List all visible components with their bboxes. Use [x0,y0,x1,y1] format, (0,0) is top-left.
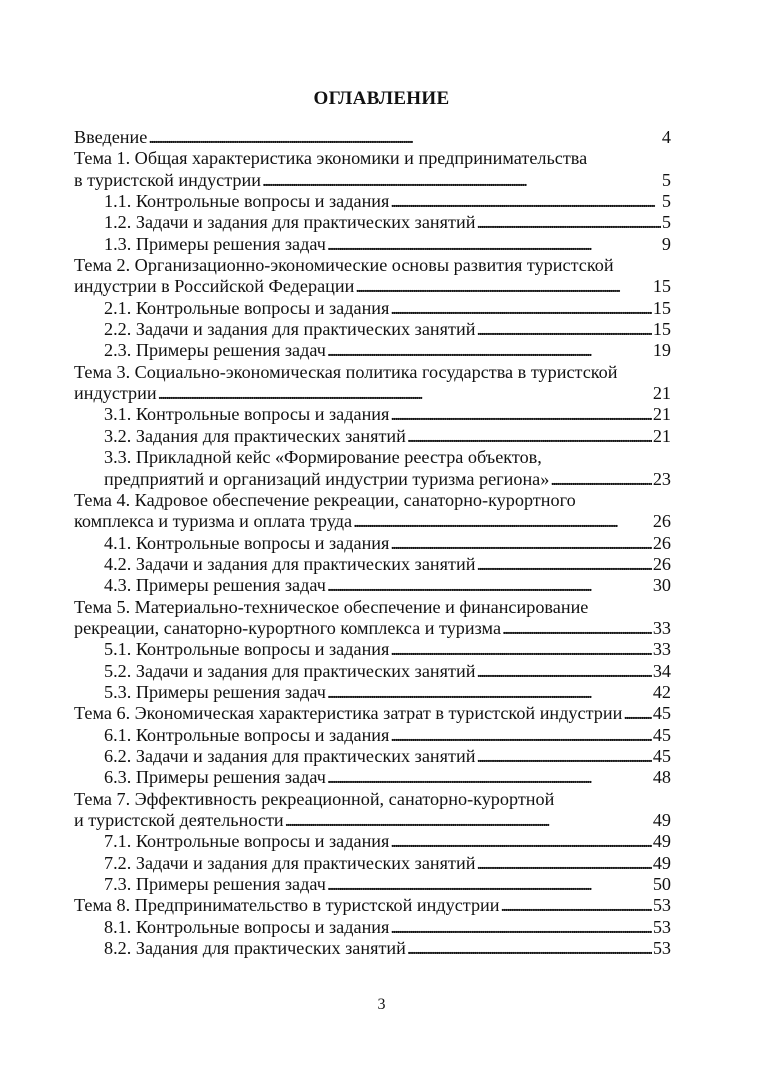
toc-entry[interactable] [74,533,671,554]
toc-entry-page: 5 [661,191,671,212]
dot-leader [407,426,652,447]
toc-entry-page: 26 [652,553,671,574]
dot-leader [390,404,651,425]
toc-entry-page: 9 [661,233,671,254]
toc-entry-label: 5.3. Примеры решения задач [104,681,326,702]
dot-leader [327,575,652,596]
toc-entry-label: 7.1. Контрольные вопросы и задания [104,831,390,852]
dot-leader [501,895,652,916]
toc-entry[interactable] [74,298,671,319]
toc-entry[interactable] [74,511,671,532]
toc-entry-label: 6.1. Контрольные вопросы и задания [104,724,390,745]
toc-entry[interactable] [74,191,671,212]
toc-entry[interactable] [74,639,671,660]
toc-entry-page: 53 [652,895,671,916]
toc-entry-label: 8.1. Контрольные вопросы и задания [104,916,390,937]
dot-leader [476,212,660,233]
toc-entry-page: 26 [652,511,671,532]
page-number: 3 [377,996,386,1013]
toc-entry-label: Тема 6. Экономическая характеристика затрат в туристской индустрии [74,703,623,724]
toc-entry[interactable] [74,895,671,916]
toc-entry-label: 2.3. Примеры решения задач [104,340,326,361]
dot-leader [390,298,651,319]
toc-entry[interactable] [74,853,671,874]
toc-entry-page: 53 [652,916,671,937]
dot-leader [476,554,651,575]
toc-entry-label: 3.1. Контрольные вопросы и задания [104,404,390,425]
toc-entry-label: 7.3. Примеры решения задач [104,874,326,895]
toc-entry-label: в туристской индустрии [74,169,261,190]
toc-entry[interactable] [74,212,671,233]
dot-leader [476,319,651,340]
toc-entry-page: 50 [652,874,671,895]
toc-entry[interactable] [74,319,671,340]
dot-leader [327,682,652,703]
toc-entry[interactable] [74,383,671,404]
toc-entry-page: 30 [652,575,671,596]
toc-entry[interactable] [74,469,671,490]
toc-entry[interactable] [74,276,671,297]
toc-entry-label: рекреации, санаторно-курортного комплекса и туризма [74,617,502,638]
toc-entry[interactable] [74,362,671,383]
toc-entry[interactable] [74,426,671,447]
toc-entry[interactable] [74,767,671,788]
toc-entry-label: Тема 5. Материально-техническое обеспечение и финансирование [74,596,589,617]
toc-entry-label: 4.2. Задачи и задания для практических занятий [104,553,476,574]
toc-entry[interactable] [74,746,671,767]
toc-entry[interactable] [74,917,671,938]
toc-entry[interactable] [74,404,671,425]
toc-entry[interactable] [74,597,671,618]
dot-leader [327,234,661,255]
page-title: ОГЛАВЛЕНИЕ [313,88,450,109]
toc-entry-label: комплекса и туризма и оплата труда [74,511,353,532]
dot-leader [327,874,652,895]
toc-entry-label: 4.3. Примеры решения задач [104,575,326,596]
toc-entry-page: 45 [652,745,671,766]
toc-entry[interactable] [74,234,671,255]
dot-leader [158,383,652,404]
toc-entry[interactable] [74,127,671,148]
toc-entry-label: 5.2. Задачи и задания для практических занятий [104,660,476,681]
toc-entry-page: 48 [652,767,671,788]
dot-leader [262,170,661,191]
toc-entry-label: 7.2. Задачи и задания для практических занятий [104,852,476,873]
toc-entry-page: 33 [652,639,671,660]
dot-leader [353,511,652,532]
toc-entry[interactable] [74,170,671,191]
toc-entry[interactable] [74,490,671,511]
toc-entry-page: 42 [652,681,671,702]
toc-entry[interactable] [74,554,671,575]
toc-entry-page: 21 [652,404,671,425]
dot-leader [148,127,661,148]
toc-entry-page: 49 [652,810,671,830]
toc-entry-page: 4 [661,127,671,147]
toc-entry-page: 23 [652,468,671,489]
toc-entry[interactable] [74,831,671,852]
toc-entry-label: 6.2. Задачи и задания для практических занятий [104,745,476,766]
toc-entry-page: 53 [652,938,671,959]
dot-leader [327,767,652,788]
toc-entry-page: 5 [661,169,671,190]
toc-entry-label: предприятий и организаций индустрии туризма региона» [104,468,550,489]
toc-entry-label: Тема 3. Социально-экономическая политика государства в туристской [74,361,618,382]
toc-entry-page: 19 [652,340,671,361]
toc-entry[interactable] [74,682,671,703]
toc-entry[interactable] [74,447,671,468]
dot-leader [390,191,661,212]
toc-entry[interactable] [74,575,671,596]
dot-leader [327,340,652,361]
toc-entry-page: 33 [652,617,671,638]
dot-leader [390,639,651,660]
toc-entry-label: Введение [74,127,148,147]
toc-entry-label: и туристской деятельности [74,810,284,830]
dot-leader [390,533,651,554]
toc-entry-page: 34 [652,660,671,681]
toc-entry[interactable] [74,618,671,639]
dot-leader [285,810,652,831]
dot-leader [355,276,651,297]
dot-leader [502,618,652,639]
dot-leader [550,469,651,490]
dot-leader [407,938,652,959]
toc-entry-page: 15 [652,297,671,318]
toc-entry-page: 45 [652,724,671,745]
toc-entry-label: индустрии в Российской Федерации [74,276,355,297]
toc-entry-label: 3.3. Прикладной кейс «Формирование реестра объектов, [104,447,542,468]
toc-entry[interactable] [74,661,671,682]
toc-entry[interactable] [74,255,671,276]
dot-leader [390,831,651,852]
dot-leader [476,661,651,682]
dot-leader [476,853,651,874]
toc-entry-label: 2.1. Контрольные вопросы и задания [104,297,390,318]
toc-entry-page: 26 [652,532,671,553]
toc-entry-label: 1.1. Контрольные вопросы и задания [104,191,390,212]
toc-entry-label: 2.2. Задачи и задания для практических занятий [104,319,476,340]
dot-leader [390,917,651,938]
toc-entry-label: 1.3. Примеры решения задач [104,233,326,254]
toc-entry-label: Тема 4. Кадровое обеспечение рекреации, санаторно-курортного [74,489,576,510]
toc-entry[interactable] [74,810,671,831]
toc-entry-page: 49 [652,831,671,852]
toc-entry-label: 5.1. Контрольные вопросы и задания [104,639,390,660]
toc-entry-label: Тема 1. Общая характеристика экономики и предпринимательства [74,148,588,169]
toc-entry-label: Тема 7. Эффективность рекреационной, санаторно-курортной [74,788,555,809]
toc-entry-label: 6.3. Примеры решения задач [104,767,326,788]
toc-entry[interactable] [74,874,671,895]
toc-entry[interactable] [74,340,671,361]
toc-entry-label: 3.2. Задания для практических занятий [104,425,406,446]
toc-entry[interactable] [74,148,671,169]
dot-leader [476,746,651,767]
toc-entry-page: 5 [661,212,671,233]
toc-entry-label: Тема 2. Организационно-экономические основы развития туристской [74,255,614,276]
toc-entry-page: 15 [652,276,671,297]
table-of-contents [74,127,671,959]
toc-entry[interactable] [74,703,671,724]
toc-entry[interactable] [74,725,671,746]
toc-entry-page: 21 [652,425,671,446]
toc-entry-page: 45 [652,703,671,724]
dot-leader [390,725,651,746]
toc-entry-label: индустрии [74,383,157,404]
toc-entry[interactable] [74,789,671,810]
toc-entry-label: Тема 8. Предпринимательство в туристской индустрии [74,895,500,916]
toc-entry-page: 49 [652,852,671,873]
toc-entry-page: 15 [652,319,671,340]
toc-entry-label: 8.2. Задания для практических занятий [104,938,406,959]
toc-entry[interactable] [74,938,671,959]
toc-entry-label: 4.1. Контрольные вопросы и задания [104,532,390,553]
dot-leader [623,703,652,724]
toc-entry-label: 1.2. Задачи и задания для практических занятий [104,212,476,233]
toc-entry-page: 21 [652,383,671,404]
